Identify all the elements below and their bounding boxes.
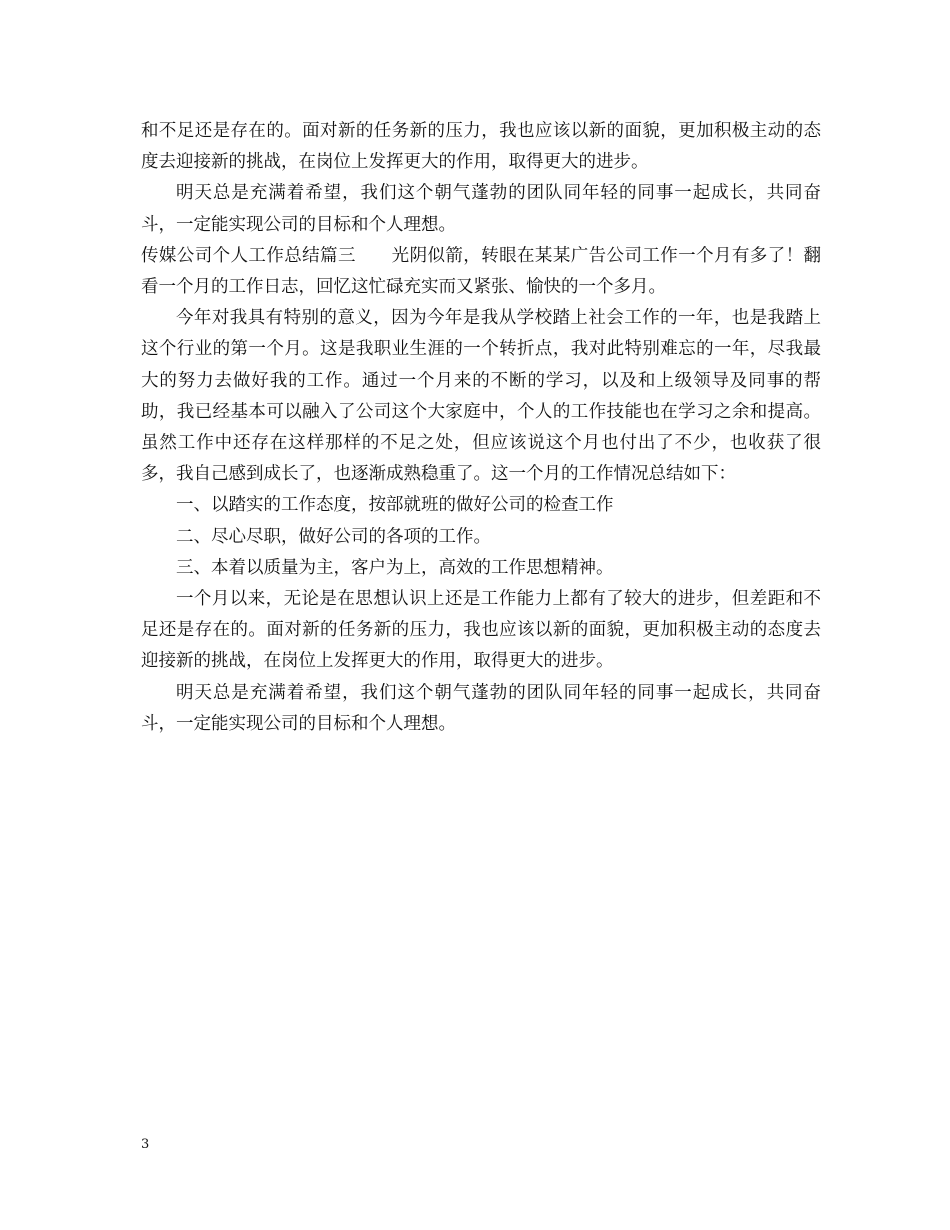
- list-item-3: 三、本着以质量为主，客户为上，高效的工作思想精神。: [176, 557, 614, 578]
- page-number: 3: [141, 1137, 150, 1152]
- paragraph-closing: 明天总是充满着希望，我们这个朝气蓬勃的团队同年轻的同事一起成长，共同奋斗，一定能实现公司的目标和个人理想。: [141, 183, 821, 235]
- section-heading-paragraph: 传媒公司个人工作总结篇三 光阴似箭，转眼在某某广告公司工作一个月有多了！翻看一个月的工作日志，回忆这忙碌充实而又紧张、愉快的一个多月。: [141, 245, 821, 298]
- paragraph-intro: 今年对我具有特别的意义，因为今年是我从学校踏上社会工作的一年，也是我踏上这个行业的第一个月。这是我职业生涯的一个转折点，我对此特别难忘的一年，尽我最大的努力去做好我的工作。通过一个月来的不断的学习，以及和上级领导及同事的帮助，我已经基本可以融入了公司这个大家庭中，个人的工作技能也在学习之余和提高。虽然工作中还存在这样那样的不足之处，但应该说这个月也付出了不少，也收获了很多，我自己感到成长了，也逐渐成熟稳重了。这一个月的工作情况总结如下：: [141, 308, 821, 485]
- list-item-1: 一、以踏实的工作态度，按部就班的做好公司的检查工作: [176, 495, 614, 516]
- list-item-2: 二、尽心尽职，做好公司的各项的工作。: [176, 526, 491, 547]
- paragraph-continuation: 和不足还是存在的。面对新的任务新的压力，我也应该以新的面貌，更加积极主动的态度去迎接新的挑战，在岗位上发挥更大的作用，取得更大的进步。: [141, 121, 821, 173]
- document-body: [141, 116, 821, 740]
- paragraph-summary: 一个月以来，无论是在思想认识上还是工作能力上都有了较大的进步，但差距和不足还是存在的。面对新的任务新的压力，我也应该以新的面貌，更加积极主动的态度去迎接新的挑战，在岗位上发挥更大的作用，取得更大的进步。: [141, 589, 821, 672]
- paragraph-closing-2: 明天总是充满着希望，我们这个朝气蓬勃的团队同年轻的同事一起成长，共同奋斗，一定能实现公司的目标和个人理想。: [141, 682, 821, 734]
